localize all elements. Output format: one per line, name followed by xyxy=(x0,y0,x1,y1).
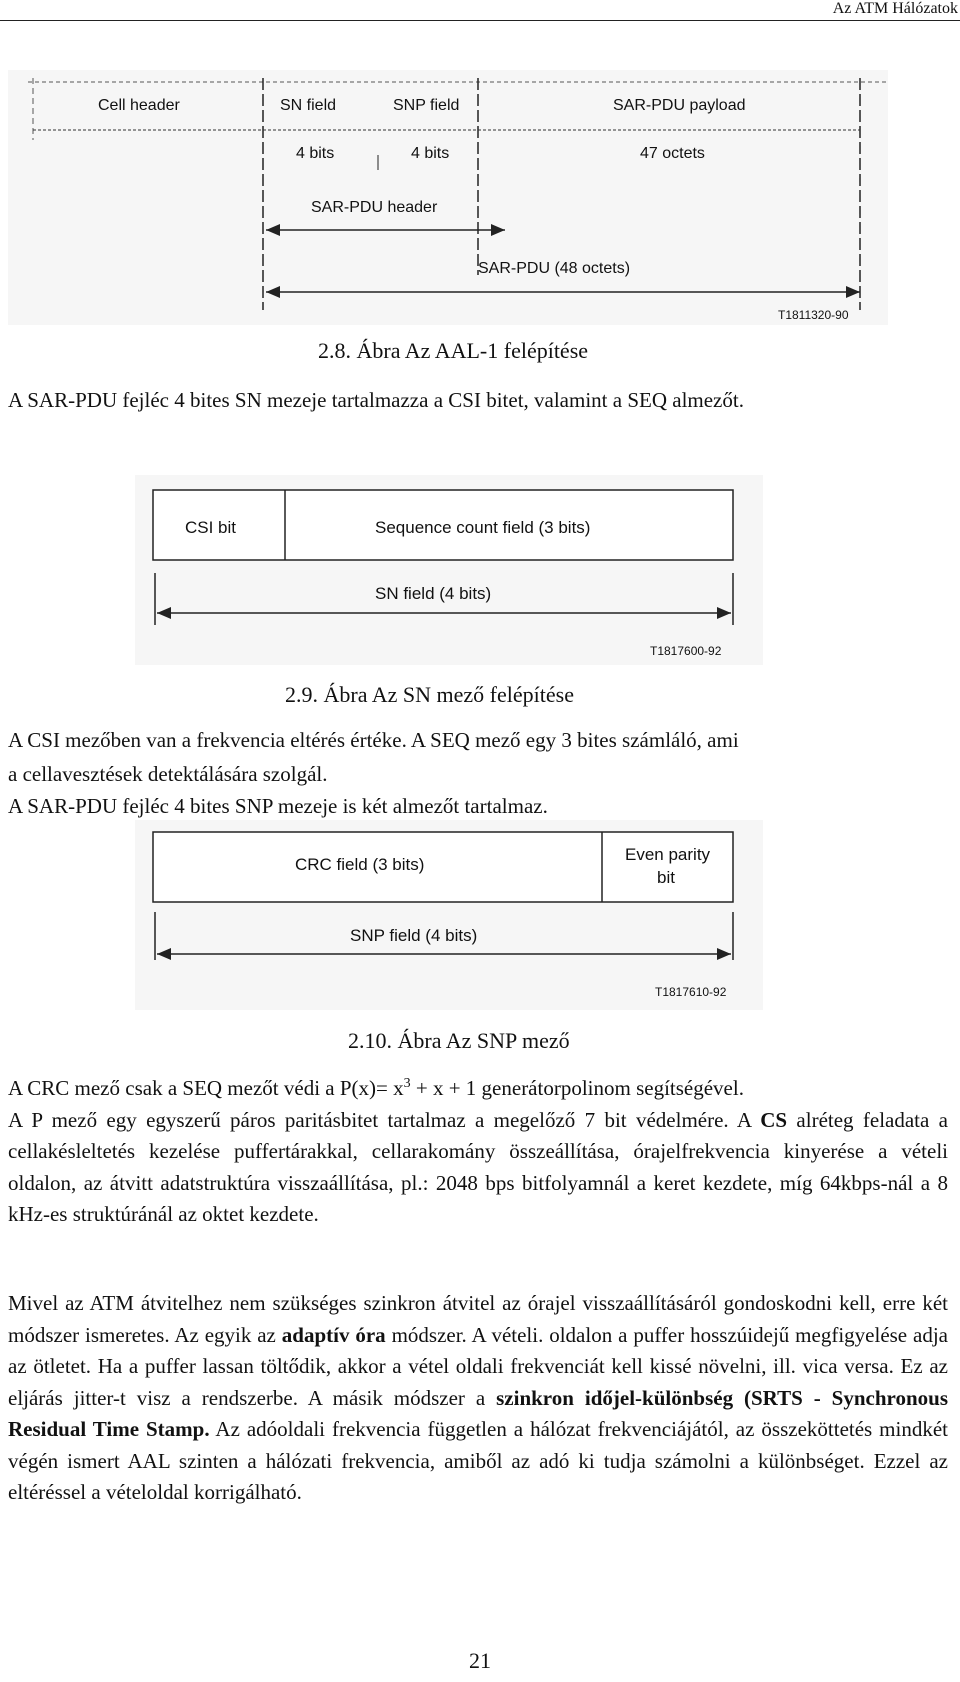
paragraph-4 xyxy=(8,1288,948,1509)
srts-bold: szinkron időjel-különbség (SRTS - Synchronous Residual Time Stamp. xyxy=(8,1385,948,1441)
figure3-caption: 2.10. Ábra Az SNP mező xyxy=(348,1028,570,1053)
paragraph-2-line2: a cellavesztések detektálására szolgál. xyxy=(8,762,328,786)
paragraph-2-line3: A SAR-PDU fejléc 4 bites SNP mezeje is két almezőt tartalmaz. xyxy=(8,794,548,818)
figure-sn-field xyxy=(135,475,763,665)
cell-header-label: Cell header xyxy=(98,97,180,114)
figure3-code: T1817610-92 xyxy=(655,985,727,999)
figure1-caption: 2.8. Ábra Az AAL-1 felépítése xyxy=(318,338,589,363)
cs-bold: CS xyxy=(760,1107,788,1132)
figure2-code: T1817600-92 xyxy=(650,644,722,658)
sn-field-label: SN field xyxy=(280,97,337,114)
paragraph-2-line1: A CSI mezőben van a frekvencia eltérés értéke. A SEQ mező egy 3 bites számláló, ami xyxy=(8,728,739,752)
figure2-caption: 2.9. Ábra Az SN mező felépítése xyxy=(285,682,574,707)
crc-exponent: 3 xyxy=(403,1076,411,1091)
figure-snp-field xyxy=(135,820,763,1010)
running-header xyxy=(0,0,960,21)
para4-text-3: Az adóoldali frekvencia független a hálózat frekvenciájától, az összeköttetés mindkét végén ismert AAL szinten a hálózati frekvencia, amiből az adó ki tudja számolni a különbséget. Ezzel az eltéréssel a vételoldal korrigálható. xyxy=(8,1417,948,1504)
sn-bits-label: 4 bits xyxy=(296,145,335,162)
para4-text-2: módszer. A vételi. oldalon a puffer hosszúidejű megfigyelése adja az ötletet. Ha a puffer lassan töltődik, akkor a vétel oldali frekvenciát kell kissé növelni, ill. vica versa. Ez az eljárás jitter-t visz a rendszerbe. A másik módszer a xyxy=(8,1322,948,1410)
cs-text: alréteg feladata a cellakésleltetés kezelése puffertárakkal, cellarakomány összeállítása, órajelfrekvencia kinyerése a vételi oldalon, az átvitt adatstruktúra visszaállítása, pl.: 2048 bps bitfolyamnál a keret kezdete, míg 64kbps-nál a 8 kHz-es struktúránál az oktet kezdete. xyxy=(8,1107,948,1226)
page-number: 21 xyxy=(469,1648,491,1673)
payload-label: SAR-PDU payload xyxy=(613,97,746,114)
payload-octets-label: 47 octets xyxy=(640,145,705,162)
seq-count-label: Sequence count field (3 bits) xyxy=(375,518,591,537)
figure1-code: T1811320-90 xyxy=(778,308,849,322)
crc-text: A CRC mező csak a SEQ mezőt védi a P(x)= x xyxy=(8,1076,404,1100)
figure-aal1 xyxy=(8,70,888,325)
snp-field-4bits-label: SNP field (4 bits) xyxy=(350,926,478,945)
even-parity-label: Even parity xyxy=(625,845,711,864)
p-field-text: A P mező egy egyszerű páros paritásbitet tartalmaz a megelőző 7 bit védelmére. A xyxy=(8,1107,761,1132)
p-field-sentence xyxy=(8,1105,948,1231)
crc-sentence xyxy=(8,1068,948,1105)
csi-bit-label: CSI bit xyxy=(185,518,237,537)
sar-header-label: SAR-PDU header xyxy=(311,199,438,216)
adaptive-clock-bold: adaptív óra xyxy=(281,1322,386,1347)
running-title: Az ATM Hálózatok xyxy=(832,0,958,17)
sn-field-4bits-label: SN field (4 bits) xyxy=(375,584,492,603)
sar-pdu-label: SAR-PDU (48 octets) xyxy=(478,260,631,277)
crc-field-label: CRC field (3 bits) xyxy=(295,855,425,874)
snp-field-label: SNP field xyxy=(393,97,460,114)
parity-bit-label: bit xyxy=(657,868,675,887)
paragraph-3 xyxy=(8,1068,948,1231)
para4-text-1: Mivel az ATM átvitelhez nem szükséges szinkron átvitel az órajel visszaállításáról gondoskodni kell, erre két módszer ismeretes. Az egyik az xyxy=(8,1291,948,1347)
crc-text-end: + x + 1 generátorpolinom segítségével. xyxy=(410,1076,744,1100)
snp-bits-label: 4 bits xyxy=(411,145,450,162)
paragraph-1: A SAR-PDU fejléc 4 bites SN mezeje tartalmazza a CSI bitet, valamint a SEQ almezőt. xyxy=(8,388,744,412)
